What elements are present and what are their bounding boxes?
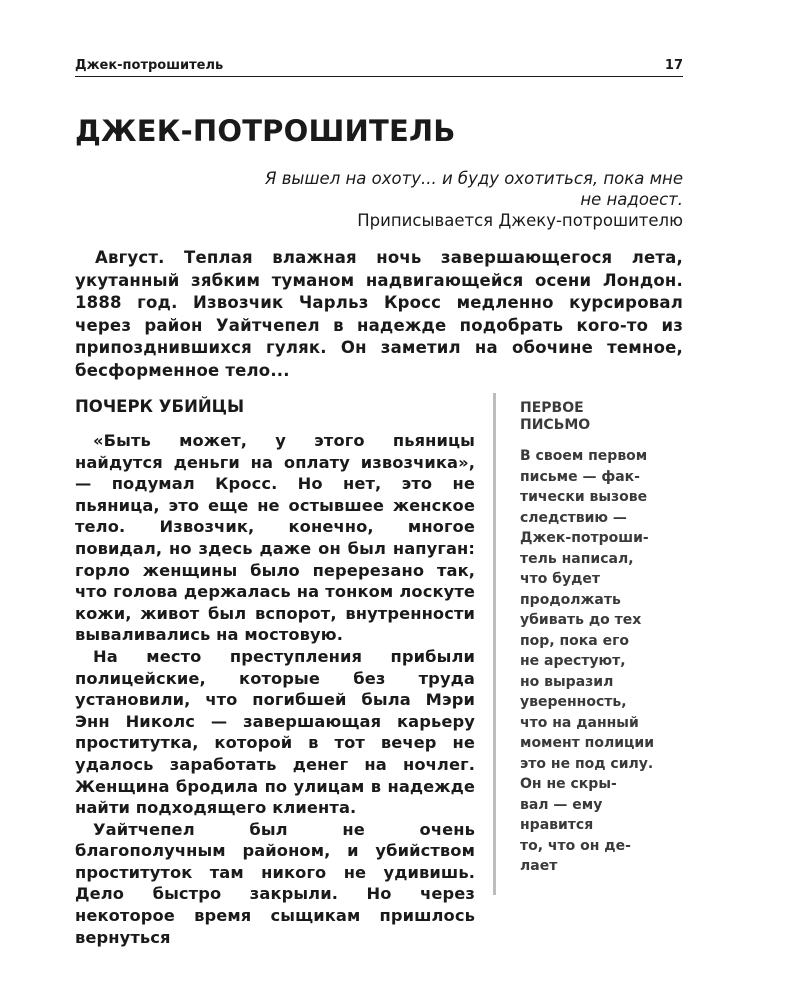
body-paragraph: «Быть может, у этого пьяницы найдутся деньги на оплату извозчика», — подумал Кросс. Но нет, это не пьяница, это еще не остывшее женское тело. Извозчик, конечно, многое повидал, но здесь даже он был напуган: горло женщины было перерезано так, что голова держалась на тонком лоскуте кожи, живот был вспорот, внутренности вываливались на мостовую. xyxy=(75,431,475,645)
chapter-title: ДЖЕК-ПОТРОШИТЕЛЬ xyxy=(75,114,456,148)
epigraph-attribution: Приписывается Джеку-потрошителю xyxy=(357,211,683,230)
section-heading: ПОЧЕРК УБИЙЦЫ xyxy=(75,397,245,416)
sidebar-line: пор, пока его xyxy=(520,632,630,649)
sidebar-line: Он не скры- xyxy=(520,776,617,792)
epigraph-quote xyxy=(180,168,683,210)
body-paragraph: На место преступления прибыли полицейские, которые без труда установили, что погибшей была Мэри Энн Николс — завершающая карьеру проститутка, которой в тот вечер не удалось заработать денег на ночлег. Женщина бродила по улицам в надежде найти подходящего клиента. xyxy=(75,646,475,818)
page-number: 17 xyxy=(664,58,683,73)
sidebar-line: что будет xyxy=(520,571,601,587)
epigraph-quote-line: не надоест. xyxy=(580,190,683,209)
sidebar-line: убивать до тех xyxy=(520,612,642,628)
sidebar-body xyxy=(520,446,680,877)
sidebar-line: уверенность, xyxy=(520,694,627,710)
sidebar-line: Джек-потроши- xyxy=(520,530,649,546)
sidebar-line: В своем первом xyxy=(520,448,648,464)
sidebar-line: не арестуют, xyxy=(520,653,626,669)
sidebar-line: нравится xyxy=(520,817,594,833)
sidebar-line: продолжать xyxy=(520,591,621,608)
sidebar-line: письме — фак- xyxy=(520,468,640,485)
lead-paragraph-block xyxy=(75,247,683,382)
sidebar-line: лает xyxy=(520,858,558,874)
sidebar-divider xyxy=(493,393,496,895)
sidebar-line: следствию — xyxy=(520,509,627,526)
sidebar-title xyxy=(520,400,680,434)
sidebar-line: тически вызове xyxy=(520,489,648,505)
running-head xyxy=(75,58,683,77)
sidebar-box xyxy=(520,400,680,877)
body-paragraph: Уайтчепел был не очень благополучным районом, и убийством проституток там никого не удивишь. Дело быстро закрыли. Но через некоторое время сыщикам пришлось вернуться xyxy=(75,819,475,947)
sidebar-line: но выразил xyxy=(520,673,614,690)
running-head-title: Джек-потрошитель xyxy=(75,58,224,73)
epigraph xyxy=(180,168,683,231)
sidebar-line: что на данный xyxy=(520,714,639,731)
sidebar-title-line: ПЕРВОЕ xyxy=(520,400,584,416)
sidebar-line: тель написал, xyxy=(520,550,634,567)
sidebar-line: это не под силу. xyxy=(520,755,654,772)
sidebar-line: вал — ему xyxy=(520,796,603,813)
sidebar-title-line: ПИСЬМО xyxy=(520,417,591,433)
sidebar-line: момент полиции xyxy=(520,735,655,751)
sidebar-line: то, что он де- xyxy=(520,837,631,854)
epigraph-quote-line: Я вышел на охоту... и буду охотиться, пока мне xyxy=(265,169,683,188)
lead-paragraph: Август. Теплая влажная ночь завершающегося лета, укутанный зябким туманом надвигающейся осени Лондон. 1888 год. Извозчик Чарльз Кросс медленно курсировал через район Уайтчепел в надежде подобрать кого-то из припозднившихся гуляк. Он заметил на обочине темное, бесформенное тело... xyxy=(75,248,683,380)
main-column xyxy=(75,397,475,948)
